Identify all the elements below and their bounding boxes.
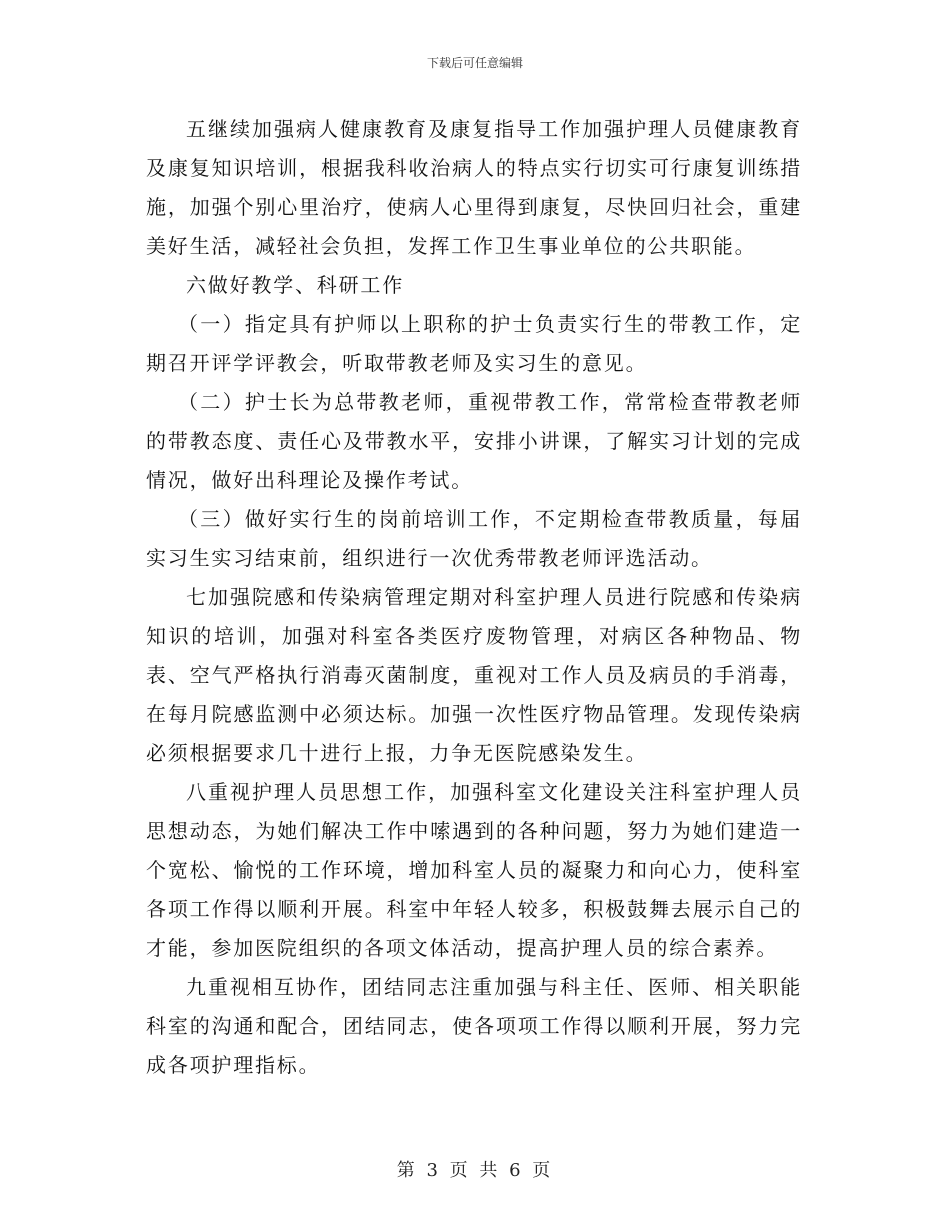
page-header-note: 下载后可任意编辑 (426, 56, 523, 70)
paragraph-section-6-item-3: （三）做好实行生的岗前培训工作，不定期检查带教质量，每届实习生实习结束前，组织进行一次优秀带教老师评选活动。 (146, 507, 802, 570)
paragraph-section-6-item-1: （一）指定具有护师以上职称的护士负责实行生的带教工作，定期召开评学评教会，听取带教老师及实习生的意见。 (146, 312, 802, 375)
paragraph-section-6-heading: 六做好教学、科研工作 (186, 273, 404, 297)
page-number-footer: 第 3 页 共 6 页 (396, 1160, 554, 1181)
paragraph-section-5: 五继续加强病人健康教育及康复指导工作加强护理人员健康教育及康复知识培训，根据我科收治病人的特点实行切实可行康复训练措施，加强个别心里治疗，使病人心里得到康复，尽快回归社会，重建美好生活，减轻社会负担，发挥工作卫生事业单位的公共职能。 (146, 117, 802, 258)
paragraph-section-9: 九重视相互协作，团结同志注重加强与科主任、医师、相关职能科室的沟通和配合，团结同志，使各项项工作得以顺利开展，努力完成各项护理指标。 (146, 975, 802, 1077)
document-body (146, 110, 802, 1085)
paragraph-section-8: 八重视护理人员思想工作，加强科室文化建设关注科室护理人员思想动态，为她们解决工作中嗦遇到的各种问题，努力为她们建造一个宽松、愉悦的工作环境，增加科室人员的凝聚力和向心力，使科室各项工作得以顺利开展。科室中年轻人较多，积极鼓舞去展示自己的才能，参加医院组织的各项文体活动，提高护理人员的综合素养。 (146, 780, 802, 960)
paragraph-section-7: 七加强院感和传染病管理定期对科室护理人员进行院感和传染病知识的培训，加强对科室各类医疗废物管理，对病区各种物品、物表、空气严格执行消毒灭菌制度，重视对工作人员及病员的手消毒，在每月院感监测中必须达标。加强一次性医疗物品管理。发现传染病必须根据要求几十进行上报，力争无医院感染发生。 (146, 585, 802, 765)
paragraph-section-6-item-2: （二）护士长为总带教老师，重视带教工作，常常检查带教老师的带教态度、责任心及带教水平，安排小讲课，了解实习计划的完成情况，做好出科理论及操作考试。 (146, 390, 802, 492)
